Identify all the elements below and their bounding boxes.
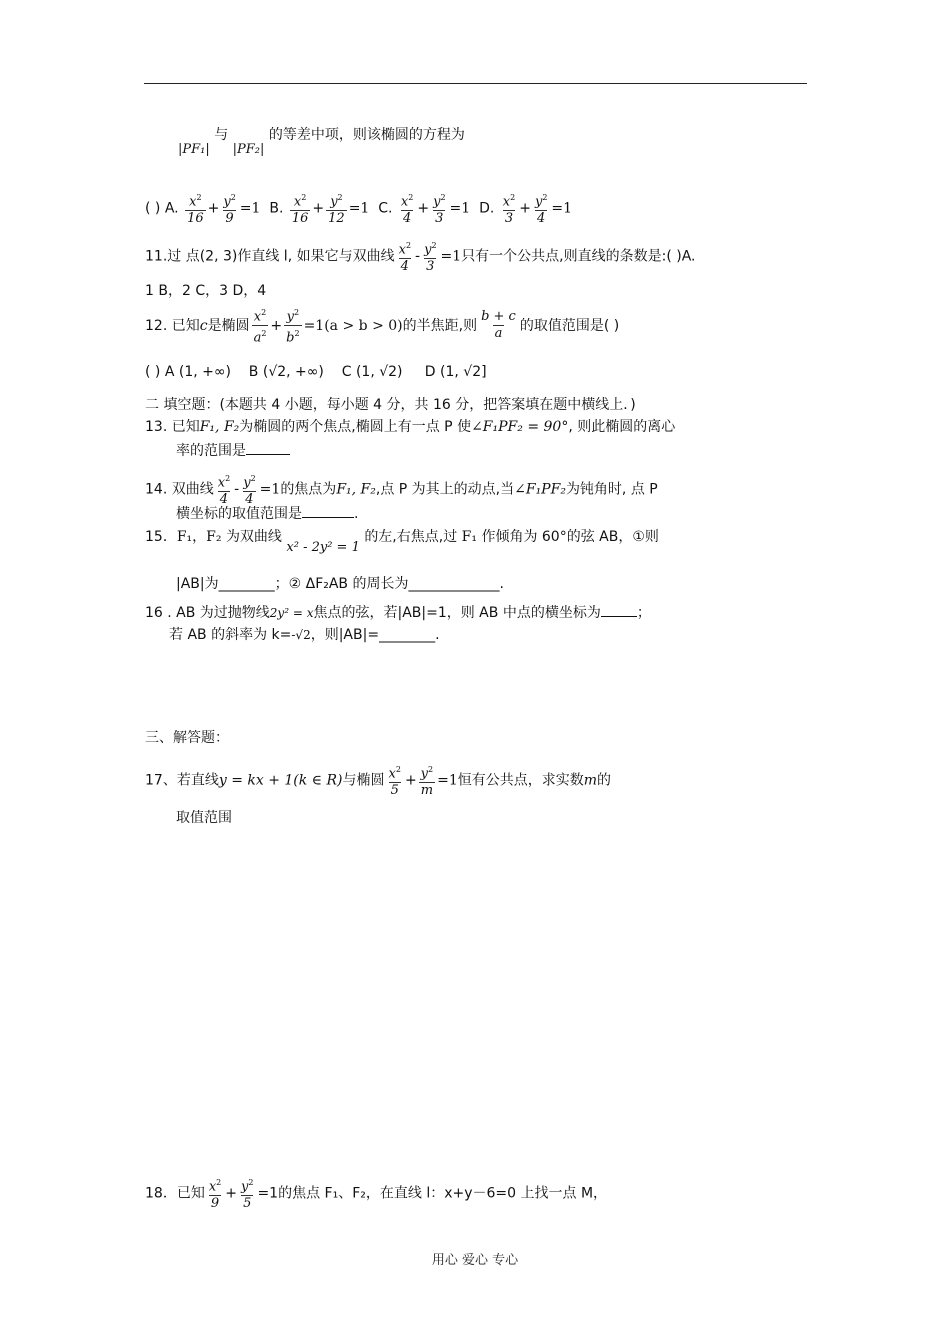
q11-eq: =1 <box>440 248 462 265</box>
q17-prefix: 17、若直线 <box>145 772 219 789</box>
section-3-heading: 三、解答题： <box>145 730 229 746</box>
q18-tail: 的焦点 F₁、F₂，在直线 l：x+y－6=0 上找一点 M， <box>278 1185 608 1202</box>
answer-blank[interactable] <box>302 503 354 518</box>
q15-comma: ， <box>192 529 207 545</box>
frac-x2-3: $\frac{x^2}{3}$ <box>502 193 516 227</box>
q14-mid: 的焦点为 <box>280 481 337 498</box>
q18-line1: 18．已知 $\frac{x^2}{9}$ + $\frac{y^2}{5}$ =1的焦点 F₁、F₂，在直线 l：x+y－6=0 上找一点 M， <box>145 1175 607 1212</box>
q14-end: . <box>354 506 359 522</box>
q13-a: 13. 已知 <box>145 419 200 435</box>
q15-f1: F₁ <box>176 529 193 545</box>
abs-pf2: |PF₂| <box>232 142 265 157</box>
q17-line2: 取值范围 <box>176 810 232 826</box>
q12-c: c <box>199 317 208 334</box>
q17-m: m <box>583 772 598 789</box>
q14-minus: - <box>234 481 240 498</box>
q10-opt-c: C. <box>378 200 393 217</box>
q13-line1 <box>145 418 675 436</box>
q11-options: 1 B，2 C，3 D，4 <box>145 283 267 299</box>
q16-line2b: ，则|AB|=________. <box>310 627 440 643</box>
q16-line2a: 若 AB 的斜率为 k= <box>169 627 292 643</box>
q12-cond: =1(a > b > 0) <box>303 317 403 334</box>
q14-line2 <box>176 503 358 523</box>
frac-y2-3: $\frac{y^2}{3}$ <box>433 193 446 227</box>
q11-tail: 只有一个公共点,则直线的条数是:( )A. <box>461 248 696 265</box>
q15-f1b: F₁ <box>461 529 477 545</box>
frac-y2-5: $\frac{y^2}{5}$ <box>241 1178 254 1212</box>
q15-tail: 作倾角为 60°的弦 AB，①则 <box>481 529 659 545</box>
q15-mid: 为双曲线 <box>225 529 282 545</box>
q16-line1 <box>145 602 651 622</box>
q12-tail1: 的半焦距,则 <box>402 317 478 334</box>
q10-opt-a: A. <box>164 200 179 217</box>
abs-pf1: |PF₁| <box>178 142 210 157</box>
q18-prefix: 18．已知 <box>145 1185 205 1202</box>
frac-y2-4: $\frac{y^2}{4}$ <box>243 474 256 508</box>
frac-x2-16b: $\frac{x^2}{16}$ <box>291 193 309 227</box>
answer-blank[interactable] <box>246 440 290 455</box>
frac-y2-m: $\frac{y^2}{m}$ <box>420 765 434 799</box>
q14-angle: ∠F₁PF₂ <box>514 481 566 498</box>
frac-y2-4: $\frac{y^2}{4}$ <box>534 193 548 227</box>
section-2-heading: 二 填空题：(本题共 4 小题，每小题 4 分，共 16 分，把答案填在题中横线上．) <box>145 397 636 413</box>
q12-mid: 是椭圆 <box>207 317 250 334</box>
q15-eq: x² - 2y² = 1 <box>286 540 360 555</box>
q16-a: 16 . AB 为过抛物线 <box>145 605 270 621</box>
q10-tail: 的等差中项，则该椭圆的方程为 <box>268 127 465 143</box>
q12-prefix: 12. 已知 <box>145 317 200 334</box>
q12-opt-c: C (1, √2) <box>341 364 403 380</box>
eq-one: =1 <box>551 200 573 217</box>
q17-line: y = kx + 1(k ∈ R) <box>218 772 343 789</box>
q13-line2 <box>176 440 290 460</box>
q14-tail: 为钝角时, 点 P <box>565 481 658 498</box>
frac-x2-9: $\frac{x^2}{9}$ <box>208 1178 222 1212</box>
q15-prefix: 15． <box>145 529 177 545</box>
q15-f2: F₂ <box>206 529 222 545</box>
q12-tail2: 的取值范围是( ) <box>519 317 620 334</box>
q16-b: 焦点的弦，若|AB|=1，则 AB 中点的横坐标为 <box>313 605 601 621</box>
q13-line2-text: 率的范围是 <box>176 443 246 459</box>
frac-x2-4: $\frac{x^2}{4}$ <box>398 241 412 275</box>
eq-one: =1 <box>449 200 471 217</box>
q11-minus: - <box>415 248 421 265</box>
q10-continuation <box>178 127 465 157</box>
q14-f12: F₁, F₂ <box>336 481 376 498</box>
q12-paren: ( ) <box>145 364 161 380</box>
q17-mid: 与椭圆 <box>342 772 385 789</box>
q12-line1: 12. 已知c是椭圆 $\frac{x^2}{a^2}$ + $\frac{y^2}{b^2}$ =1(a > b > 0)的半焦距,则 $\frac{b + c}{a}$ 的取值范围是( ) <box>145 305 619 347</box>
q18-eq: =1 <box>257 1185 279 1202</box>
q13-angle: ∠F₁PF₂ = 90° <box>471 419 569 435</box>
q16-line2 <box>169 626 440 644</box>
q17-eq: =1 <box>437 772 458 789</box>
q12-opt-b: B (√2, +∞) <box>248 364 324 380</box>
q15-mid2: 的左,右焦点,过 <box>364 529 458 545</box>
q10-opt-b: B. <box>269 200 284 217</box>
q10-options: ( ) A. $\frac{x^2}{16}$ + $\frac{y^2}{9}$ =1 B. $\frac{x^2}{16}$ + $\frac{y^2}{12}$ =1 C. $\frac{x^2}{4}$ + $\frac{y^2}{3}$ =1 D. $\frac{x^2}{3}$ + $\frac{y^2}{4}$ =1 <box>145 190 572 227</box>
q11-prefix: 11.过 点(2, 3)作直线 l, 如果它与双曲线 <box>145 248 395 265</box>
q11-line1 <box>145 238 696 275</box>
q13-f12: F₁, F₂ <box>199 419 240 435</box>
q14-eq: =1 <box>259 481 281 498</box>
answer-blank[interactable] <box>601 602 637 617</box>
q17-tail2: 的 <box>597 772 612 789</box>
eq-one: =1 <box>348 200 370 217</box>
q12-opt-d: D (1, √2] <box>424 364 487 380</box>
page-footer: 用心 爱心 专心 <box>431 1253 519 1268</box>
frac-x2-16: $\frac{x^2}{16}$ <box>187 193 204 227</box>
q16-c: ； <box>636 605 651 621</box>
q14-mid2: ,点 P 为其上的动点,当 <box>375 481 515 498</box>
q10-mid: 与 <box>214 127 229 143</box>
frac-bc-a: $\frac{b + c}{a}$ <box>481 309 516 342</box>
q17-line1: 17、若直线y = kx + 1(k ∈ R)与椭圆 $\frac{x^2}{5}$ + $\frac{y^2}{m}$ =1恒有公共点，求实数m的 <box>145 762 611 799</box>
q15-line1 <box>145 528 659 555</box>
q12-options <box>145 363 487 381</box>
q15-line2: |AB|为________；② ΔF₂AB 的周长为_____________. <box>176 576 504 592</box>
q10-opt-d: D. <box>479 200 495 217</box>
q10-paren: ( ) <box>145 200 161 217</box>
q14-line2-text: 横坐标的取值范围是 <box>176 506 302 522</box>
q14-prefix: 14. 双曲线 <box>145 481 214 498</box>
frac-x2-4: $\frac{x^2}{4}$ <box>400 193 414 227</box>
q13-b: 为椭圆的两个焦点,椭圆上有一点 P 使 <box>239 419 472 435</box>
q12-opt-a: A (1, +∞) <box>164 364 231 380</box>
header-rule <box>144 83 807 84</box>
frac-y2-3: $\frac{y^2}{3}$ <box>424 241 437 275</box>
q13-c: , 则此椭圆的离心 <box>568 419 676 435</box>
q16-slope: -√2 <box>291 628 311 642</box>
q16-eq: 2y² = x <box>269 606 314 620</box>
q17-tail: 恒有公共点，求实数 <box>457 772 584 789</box>
frac-y2-b2: $\frac{y^2}{b^2}$ <box>286 308 300 346</box>
frac-x2-4: $\frac{x^2}{4}$ <box>217 474 231 508</box>
eq-one: =1 <box>239 200 261 217</box>
frac-x2-5: $\frac{x^2}{5}$ <box>388 765 401 799</box>
frac-y2-9: $\frac{y^2}{9}$ <box>223 193 236 227</box>
frac-y2-12: $\frac{y^2}{12}$ <box>328 193 345 227</box>
frac-x2-a2: $\frac{x^2}{a^2}$ <box>253 308 267 346</box>
